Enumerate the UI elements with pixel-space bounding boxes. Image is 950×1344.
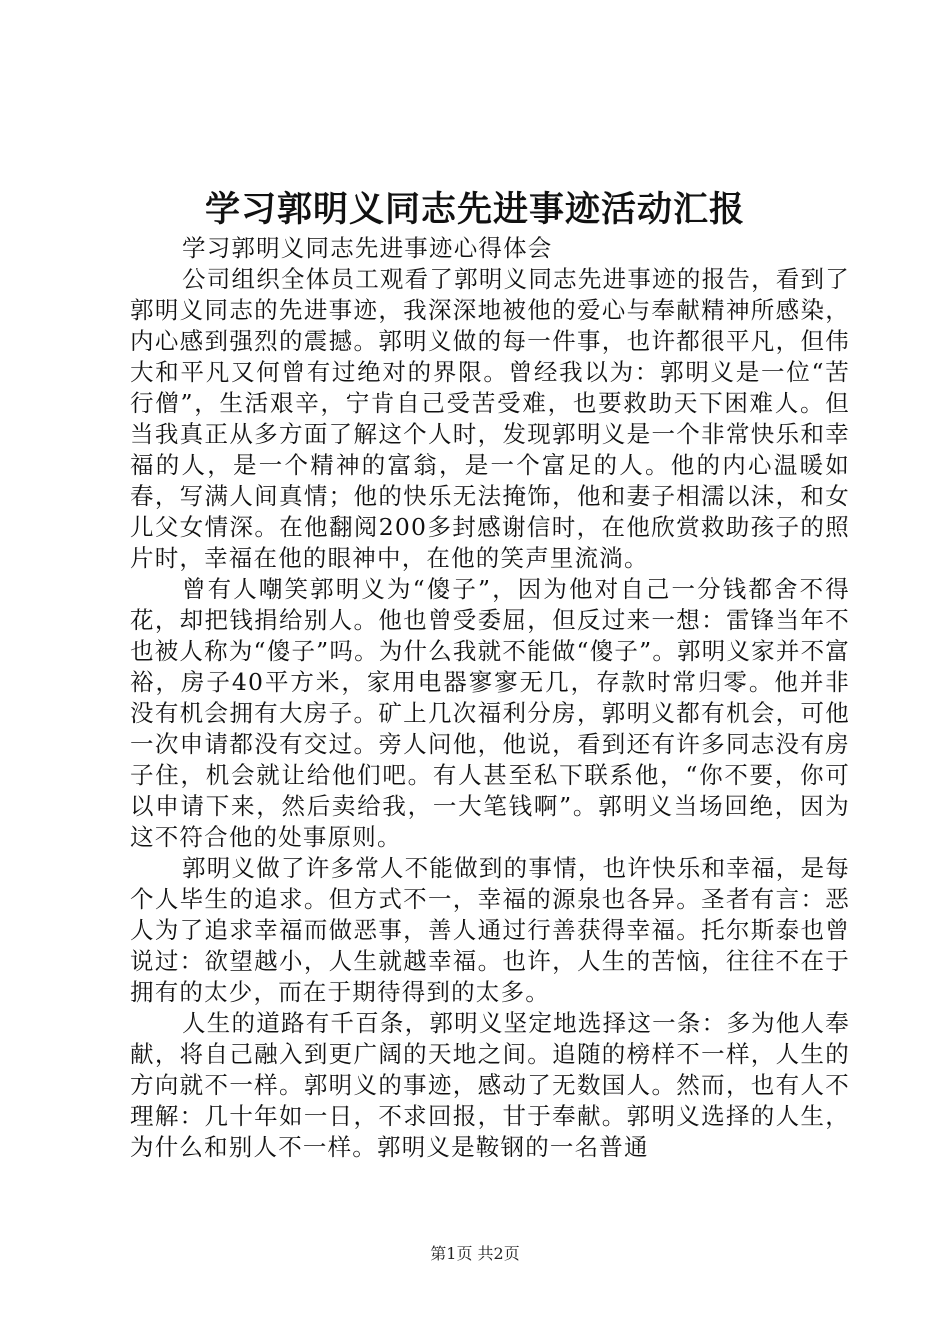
body-paragraph: 曾有人嘲笑郭明义为“傻子”，因为他对自己一分钱都舍不得花，却把钱捐给别人。他也曾受委屈，但反过来一想：雷锋当年不也被人称为“傻子”吗。为什么我就不能做“傻子”。郭明义家并不富裕，房子40平方米，家用电器寥寥无几，存款时常归零。他并非没有机会拥有大房子。矿上几次福利分房，郭明义都有机会，可他一次申请都没有交过。旁人问他，他说，看到还有许多同志没有房子住，机会就让给他们吧。有人甚至私下联系他，“你不要，你可以申请下来，然后卖给我，一大笔钱啊”。郭明义当场回绝，因为这不符合他的处事原则。	[130, 575, 850, 851]
body-paragraph-subtitle: 学习郭明义同志先进事迹心得体会	[182, 234, 553, 262]
page-footer: 第1页 共2页	[430, 1244, 520, 1263]
body-paragraph: 公司组织全体员工观看了郭明义同志先进事迹的报告，看到了郭明义同志的先进事迹，我深深地被他的爱心与奉献精神所感染，内心感到强烈的震撼。郭明义做的每一件事，也许都很平凡，但伟大和平凡又何曾有过绝对的界限。曾经我以为：郭明义是一位“苦行僧”，生活艰辛，宁肯自己受苦受难，也要救助天下困难人。但当我真正从多方面了解这个人时，发现郭明义是一个非常快乐和幸福的人，是一个精神的富翁，是一个富足的人。他的内心温暖如春，写满人间真情；他的快乐无法掩饰，他和妻子相濡以沫，和女儿父女情深。在他翻阅200多封感谢信时，在他欣赏救助孩子的照片时，幸福在他的眼神中，在他的笑声里流淌。	[130, 265, 850, 572]
body-paragraph: 人生的道路有千百条，郭明义坚定地选择这一条：多为他人奉献，将自己融入到更广阔的天地之间。追随的榜样不一样，人生的方向就不一样。郭明义的事迹，感动了无数国人。然而，也有人不理解：几十年如一日，不求回报，甘于奉献。郭明义选择的人生，为什么和别人不一样。郭明义是鞍钢的一名普通	[130, 1009, 850, 1161]
body-paragraph: 郭明义做了许多常人不能做到的事情，也许快乐和幸福，是每个人毕生的追求。但方式不一，幸福的源泉也各异。圣者有言：恶人为了追求幸福而做恶事，善人通过行善获得幸福。托尔斯泰也曾说过：欲望越小，人生就越幸福。也许，人生的苦恼，往往不在于拥有的太少，而在于期待得到的太多。	[130, 854, 850, 1006]
document-title: 学习郭明义同志先进事迹活动汇报	[204, 189, 745, 230]
document-body	[130, 233, 850, 1163]
